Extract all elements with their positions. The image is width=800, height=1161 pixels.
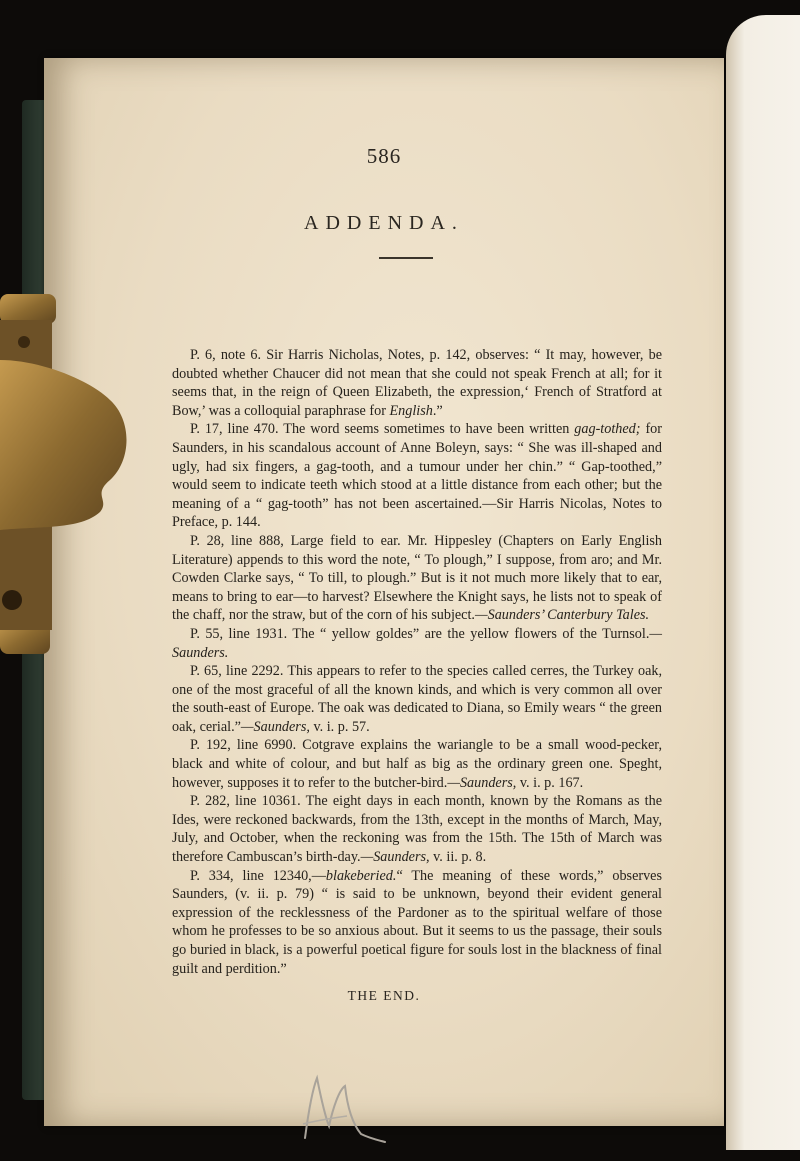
entry-emphasis: —Saunders.	[172, 625, 662, 661]
page-title: ADDENDA.	[304, 212, 464, 234]
entry-text: Sir Harris Nicholas, Notes, p. 142, observes: “ It may, however, be doubted whether Chaucer did not mean that she could not speak French at all; for it seems that, in the reign of Queen Elizabeth, the expression,‘ French of Stratford at Bow,’ was a colloquial paraphrase for	[172, 347, 662, 419]
entry-ref: P. 65, line 2292.	[190, 663, 284, 680]
entry-tail: v. i. p. 57.	[309, 718, 370, 735]
entry-emphasis: English	[389, 402, 433, 419]
addenda-entry	[172, 736, 662, 792]
entry-tail: “ The meaning of these words,” observes Saunders, (v. ii. p. 79) “ is said to be unknown, beyond their evident general expression of the recklessness of the Pardoner as to the spiritual welfare of those whom he professes to be so anxious about. But it seems to us the passage, their souls go buried in black, is a powerful poetical figure for souls lost in the blackness of final guilt and perdition.”	[172, 867, 663, 977]
entry-tail: for Saunders, in his scandalous account of Anne Boleyn, says: “ She was ill-shaped and ugly, had six fingers, a gag-tooth, and a tumour under her chin.” “ Gap-toothed,” would seem to indicate teeth which stood at a little distance from each other; but the meaning of a “ gag-tooth” has not been ascertained.—Sir Harris Nicolas, Notes to Preface, p. 144.	[172, 421, 662, 531]
entry-tail: .”	[432, 402, 443, 419]
addenda-entry	[172, 532, 662, 625]
entry-text: The word seems sometimes to have been written	[278, 421, 575, 438]
entry-tail: v. i. p. 167.	[516, 774, 584, 791]
book-page	[44, 58, 724, 1126]
page-number: 586	[366, 144, 402, 168]
entry-text: Cotgrave explains the wariangle to be a small wood-pecker, black and white of colour, and but half as big as the ordinary green one. Speght, however, supposes it to refer to the butcher-bird.	[172, 737, 662, 791]
addenda-entry	[172, 867, 662, 979]
addenda-entry	[172, 346, 662, 420]
entry-ref: P. 28, line 888,	[190, 532, 284, 549]
addenda-entry	[172, 792, 662, 866]
facing-page-edge	[726, 15, 800, 1150]
addenda-entry	[172, 662, 662, 736]
entry-emphasis: —Saunders,	[240, 718, 310, 735]
entry-tail: v. ii. p. 8.	[429, 849, 487, 866]
entry-text: The “ yellow goldes” are the yellow flowers of the Turnsol.	[287, 625, 650, 642]
entry-ref: P. 17, line 470.	[190, 421, 279, 438]
the-end: THE END.	[347, 988, 421, 1003]
addenda-body	[172, 346, 662, 978]
entry-text: This appears to refer to the species called cerres, the Turkey oak, one of the most graceful of all the known kinds, and which is very common all over the south-east of Europe. The oak was dedicated to Diana, so Emily wears “ the green oak, cerial.”	[172, 663, 663, 735]
title-rule	[379, 257, 433, 259]
entry-emphasis: —Saunders,	[360, 849, 430, 866]
entry-ref: P. 282, line 10361.	[190, 793, 301, 810]
entry-emphasis: blakeberied.	[325, 867, 397, 884]
entry-emphasis: —Saunders,	[447, 774, 517, 791]
entry-text: The eight days in each month, known by the Romans as the Ides, were reckoned backwards, from the 13th, except in the months of March, May, July, and October, when the reckoning was from the 15th. The 15th of March was therefore Cambuscan’s birth-day.	[172, 793, 663, 866]
entry-ref: P. 55, line 1931.	[190, 625, 288, 642]
addenda-entry	[172, 420, 662, 532]
entry-emphasis: gag-tothed;	[574, 421, 641, 438]
entry-emphasis: —Saunders’ Canterbury Tales.	[474, 607, 650, 624]
brass-clasp	[0, 290, 135, 660]
entry-ref: P. 6, note 6.	[190, 347, 262, 363]
addenda-entry	[172, 625, 662, 662]
entry-text: —	[311, 867, 326, 884]
entry-ref: P. 192, line 6990.	[190, 737, 297, 754]
entry-ref: P. 334, line 12340,	[190, 867, 312, 884]
pencil-mark	[299, 1068, 389, 1148]
entry-text: Large field to ear. Mr. Hippesley (Chapters on Early English Literature) appends to this word the note, “ To plough,” I suppose, from aro; and Mr. Cowden Clarke says, “ To till, to plough.” But is it not much more likely that to ear, means to bring to ear—to harvest? Elsewhere the Knight says, he lists not to speak of the chaff, nor the straw, but of the corn of his subject.	[172, 532, 662, 624]
